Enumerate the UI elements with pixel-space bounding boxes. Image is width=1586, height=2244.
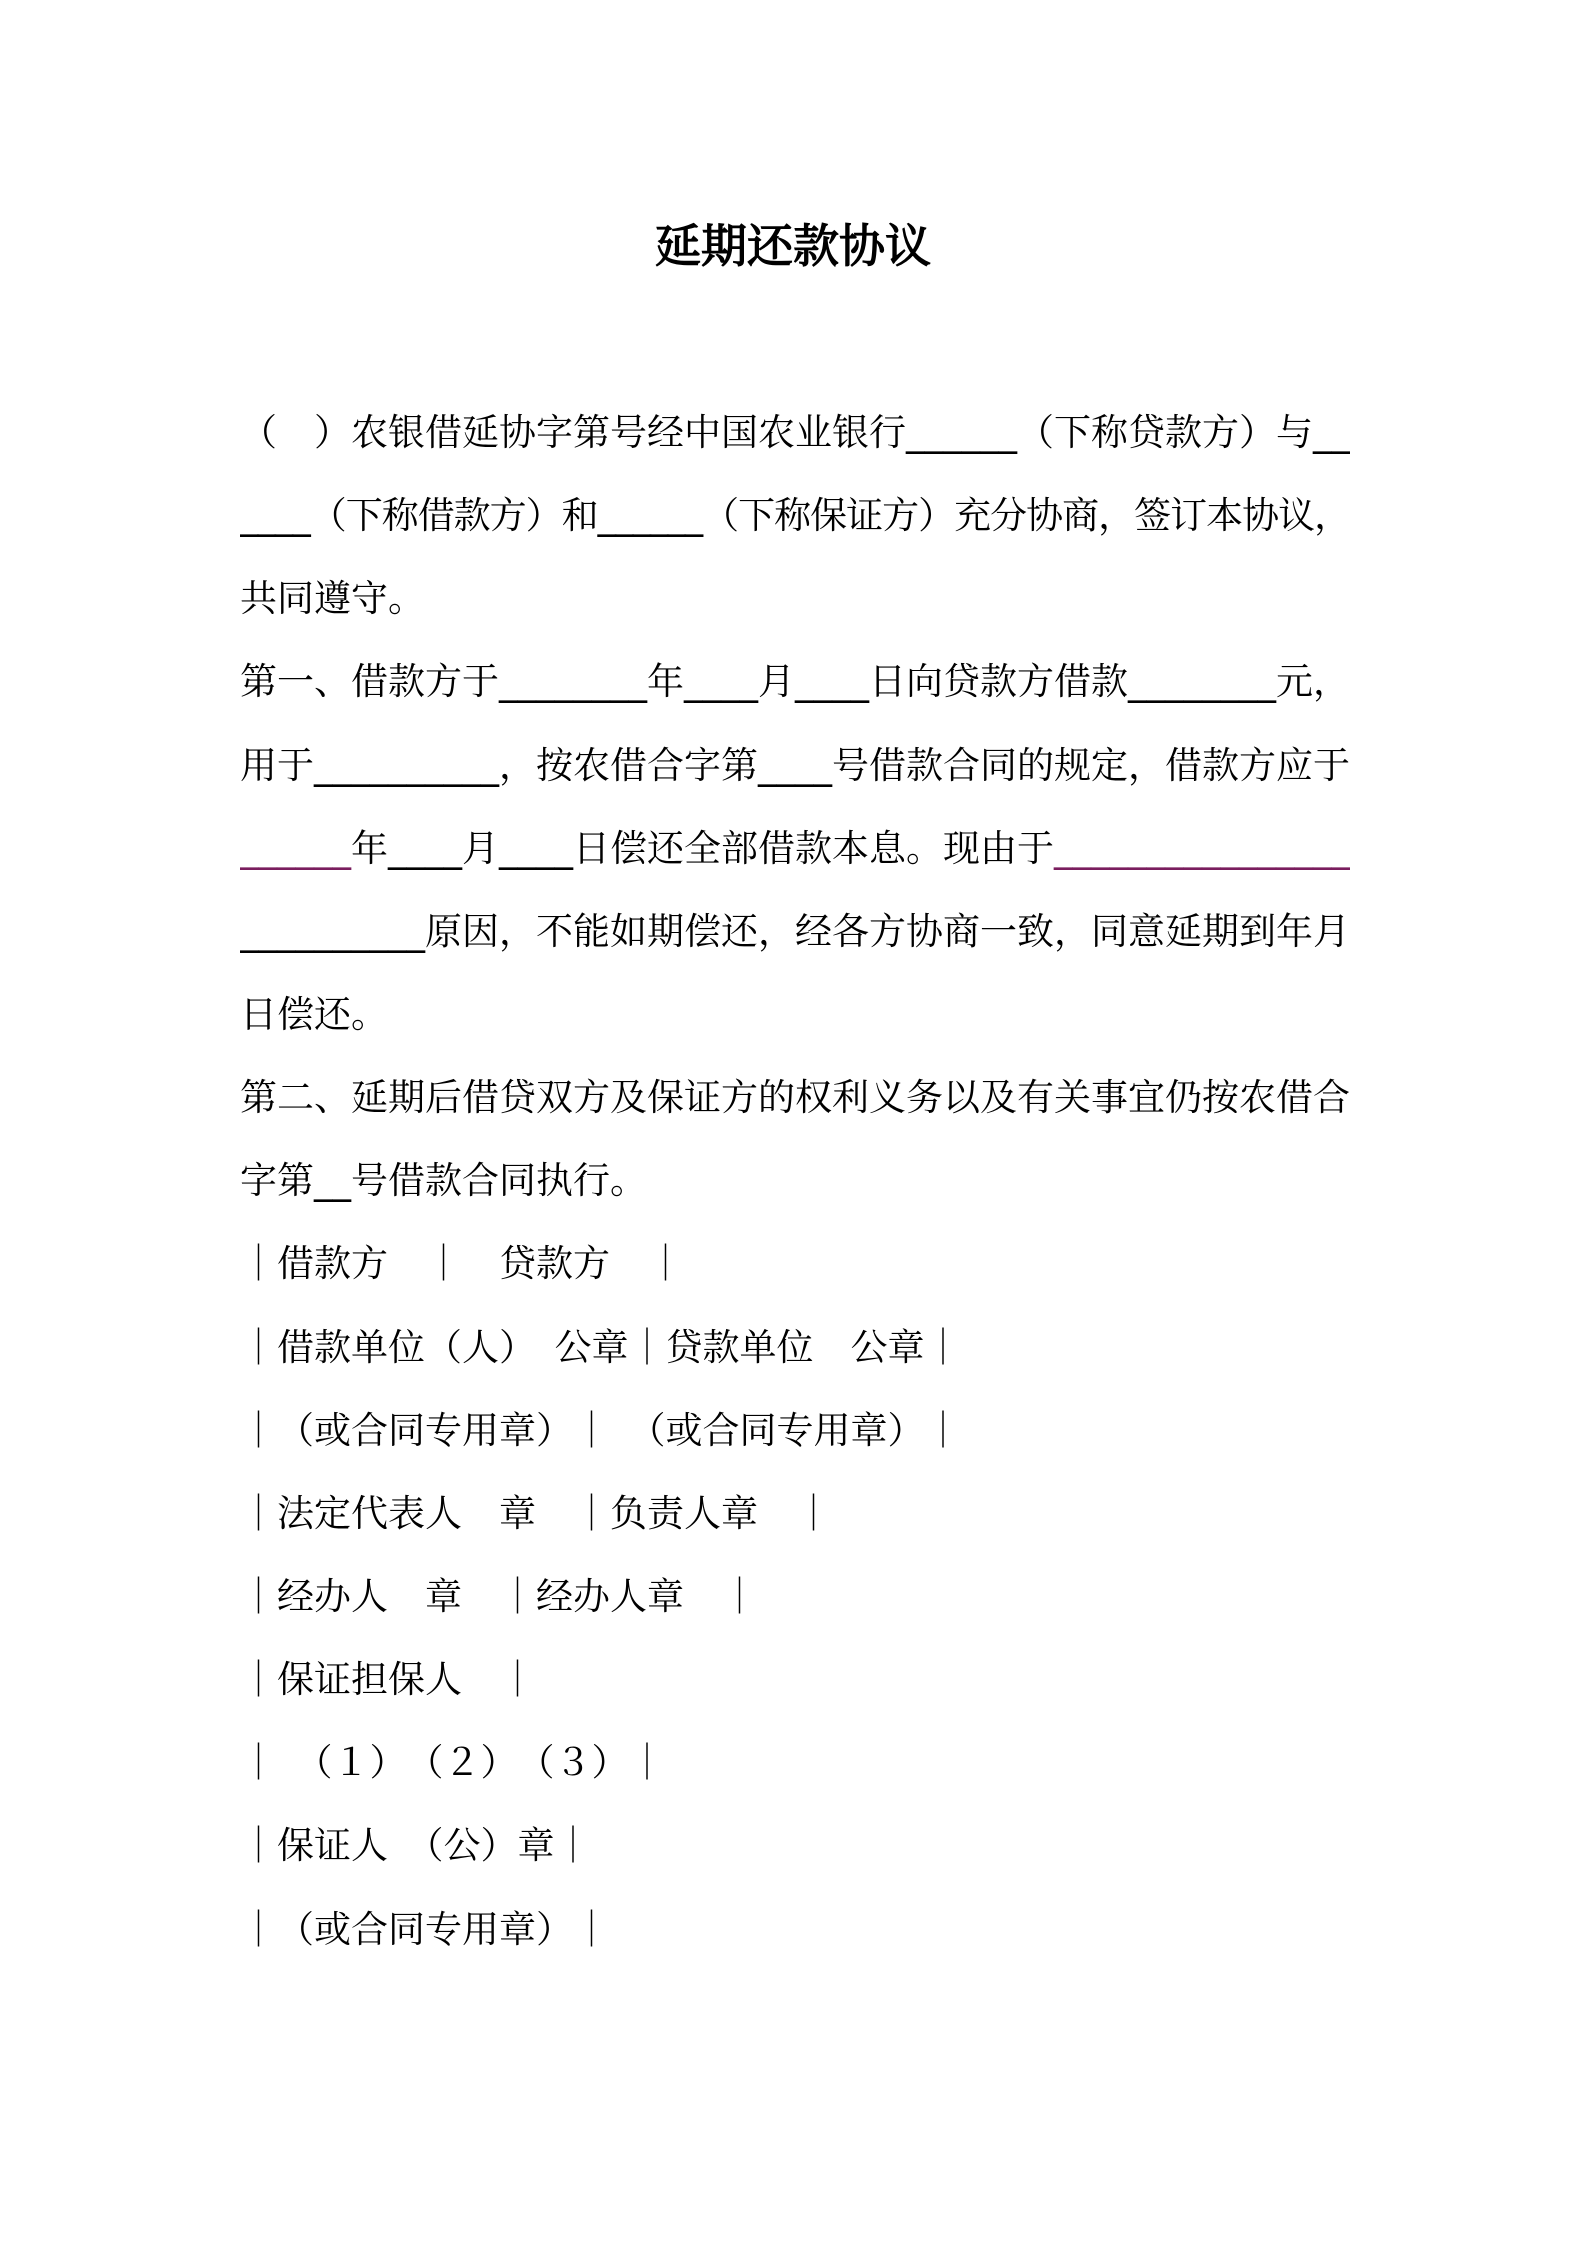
signature-row-guarantor: ｜保证担保人 ｜	[240, 1658, 536, 1702]
blank-field-reason: ________________	[1054, 826, 1350, 870]
text-run: （下称贷款方）与	[1017, 411, 1313, 454]
signature-row-unit-seal: ｜借款单位（人） 公章｜贷款单位 公章｜	[240, 1325, 962, 1369]
blank-field-guarantor: ______	[597, 494, 703, 538]
text-run: ，按农借合字第	[499, 743, 758, 787]
article-1-line-4	[240, 890, 1350, 973]
text-run: 原因，不能如期偿还，经各方协商一致，同意延期到年月	[425, 909, 1350, 953]
blank-field-borrower: ____	[240, 494, 310, 538]
blank-field-contract-number: __	[314, 1159, 351, 1203]
blank-field-contract-number: ____	[758, 743, 832, 787]
text-run: 月	[758, 660, 795, 704]
text-run: （下称保证方）充分协商，签订本协议，	[702, 494, 1350, 538]
blank-field-day: ____	[499, 826, 573, 870]
signature-row-guarantor-contract-seal: ｜（或合同专用章）｜	[240, 1907, 610, 1951]
blank-field-month: ____	[684, 660, 758, 704]
document-title: 延期还款协议	[655, 219, 931, 273]
preamble-line-2	[240, 474, 1350, 557]
blank-field-lender: ______	[906, 411, 1017, 454]
agreement-body	[240, 391, 1350, 1971]
text-run: （下称借款方）和	[309, 494, 598, 538]
text-run: 第二、延期后借贷双方及保证方的权利义务以及有关事宜仍按农借合	[240, 1076, 1350, 1120]
text-run: （ ）农银借延协字第号经中国农业银行	[240, 411, 906, 454]
text-run: 日偿还。	[240, 992, 388, 1036]
article-2-line-2	[240, 1139, 1350, 1222]
blank-field-reason: __________	[240, 909, 425, 953]
preamble-line-1	[240, 391, 1350, 474]
text-run: 用于	[240, 743, 314, 787]
blank-field-day: ____	[795, 660, 869, 704]
text-run: 共同遵守。	[240, 577, 425, 621]
signature-row-parties: ｜借款方 ｜ 贷款方 ｜	[240, 1242, 684, 1286]
text-run: 日向贷款方借款	[869, 660, 1128, 704]
preamble-line-3	[240, 557, 1350, 640]
blank-field-purpose: __________	[314, 743, 499, 787]
signature-row-handler: ｜经办人 章 ｜经办人章 ｜	[240, 1574, 758, 1618]
blank-field-amount: ________	[1128, 660, 1276, 704]
article-1-line-2	[240, 724, 1350, 807]
blank-field-year: ________	[499, 660, 647, 704]
article-2-line-1	[240, 1056, 1350, 1139]
text-run: 第一、借款方于	[240, 660, 499, 704]
signature-row-guarantor-seal: ｜保证人 （公）章｜	[240, 1824, 592, 1868]
signature-row-legal-representative: ｜法定代表人 章 ｜负责人章 ｜	[240, 1491, 832, 1535]
text-run: 号借款合同执行。	[351, 1159, 647, 1203]
text-run: 年	[647, 660, 684, 704]
article-1-line-1	[240, 640, 1350, 723]
blank-field-borrower: __	[1313, 411, 1350, 454]
blank-field-month: ____	[388, 826, 462, 870]
article-1-line-5	[240, 973, 1350, 1056]
article-1-line-3	[240, 807, 1350, 890]
blank-field-year: ______	[240, 826, 351, 870]
text-run: 号借款合同的规定，借款方应于	[832, 743, 1350, 787]
text-run: 元，	[1276, 660, 1350, 704]
text-run: 年	[351, 826, 388, 870]
signature-row-contract-seal: ｜（或合同专用章）｜ （或合同专用章）｜	[240, 1408, 962, 1452]
text-run: 日偿还全部借款本息。现由于	[573, 826, 1054, 870]
text-run: 字第	[240, 1159, 314, 1203]
signature-row-guarantor-numbers: ｜ （１） （２） （３）｜	[240, 1741, 666, 1785]
text-run: 月	[462, 826, 499, 870]
